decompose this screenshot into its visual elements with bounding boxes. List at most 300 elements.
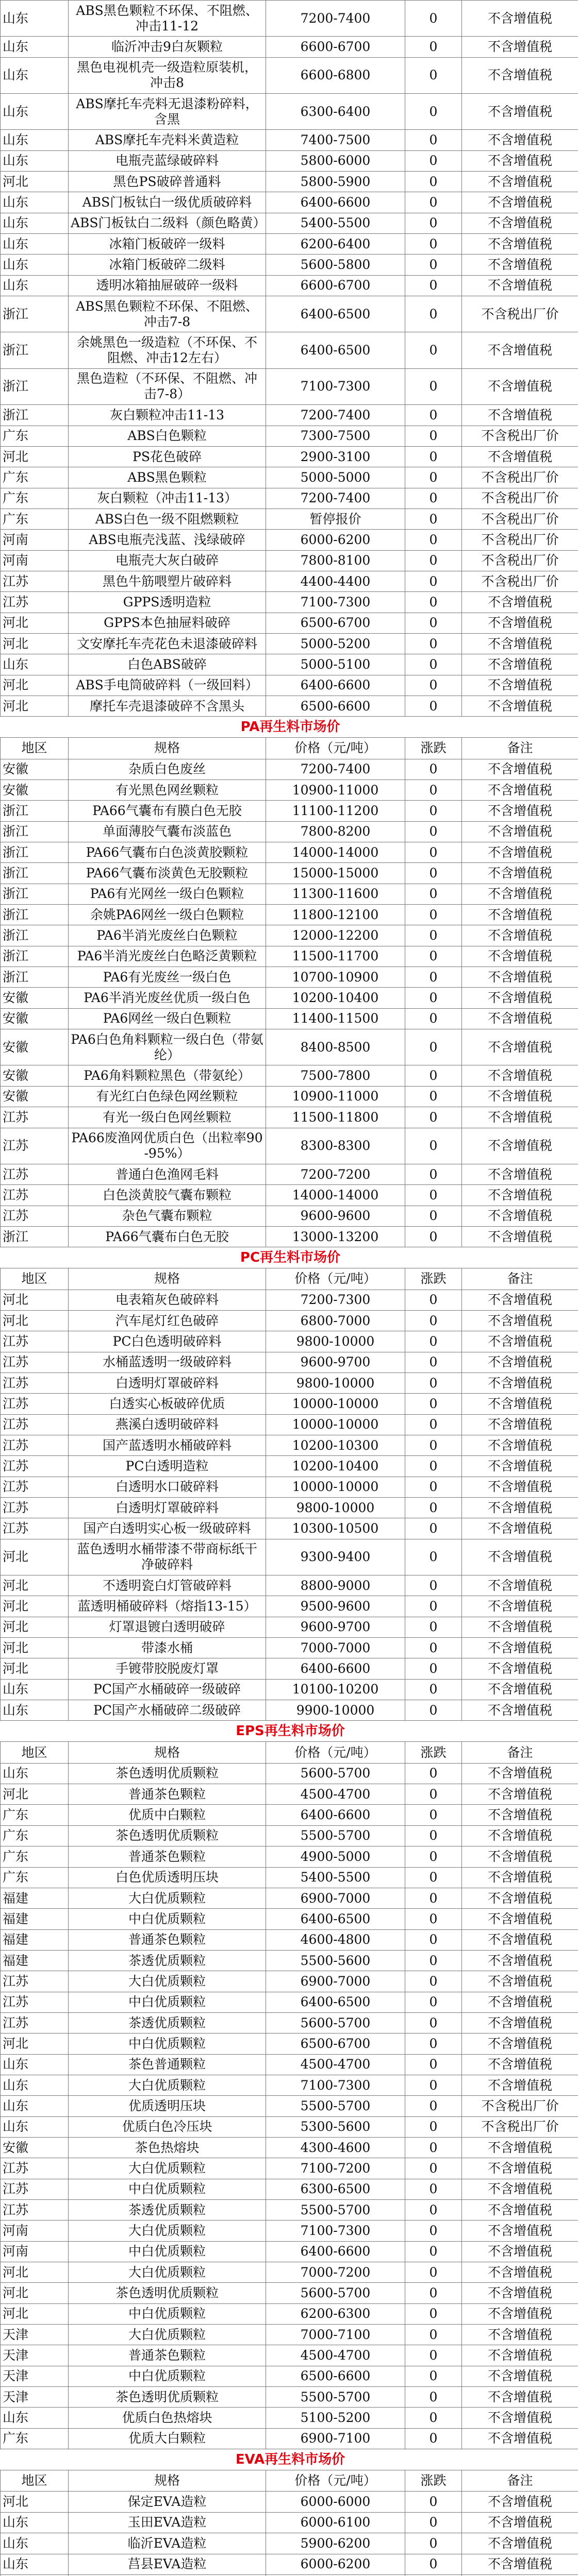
change-cell: 0 xyxy=(405,1331,462,1352)
table-row xyxy=(1,2345,578,2366)
note-cell: 不含增值税 xyxy=(462,2200,578,2221)
spec-cell: 白色淡黄胶气囊布颗粒 xyxy=(69,1185,266,1206)
price-cell: 11800-12100 xyxy=(266,905,405,925)
change-cell: 0 xyxy=(405,1575,462,1596)
change-cell: 0 xyxy=(405,2116,462,2137)
table-row xyxy=(1,488,578,509)
spec-cell: 茶透优质颗粒 xyxy=(69,2200,266,2221)
region-cell: 浙江 xyxy=(1,905,69,925)
change-cell: 0 xyxy=(405,1992,462,2012)
region-cell: 山东 xyxy=(1,213,69,233)
change-cell: 0 xyxy=(405,130,462,150)
change-cell: 0 xyxy=(405,1763,462,1784)
table-row xyxy=(1,1290,578,1310)
note-cell: 不含增值税 xyxy=(462,780,578,801)
change-cell: 0 xyxy=(405,1107,462,1128)
table-row xyxy=(1,37,578,57)
note-cell: 不含税出厂价 xyxy=(462,509,578,529)
note-cell: 不含增值税 xyxy=(462,1164,578,1184)
change-cell: 0 xyxy=(405,1477,462,1497)
table-row xyxy=(1,1638,578,1658)
note-cell: 不含增值税 xyxy=(462,37,578,57)
spec-cell: 普通茶色颗粒 xyxy=(69,1846,266,1867)
table-row xyxy=(1,1414,578,1435)
note-cell: 不含增值税 xyxy=(462,905,578,925)
price-cell: 14000-14000 xyxy=(266,842,405,863)
region-cell: 山东 xyxy=(1,234,69,255)
table-row xyxy=(1,696,578,716)
section-title-row xyxy=(1,1721,578,1742)
spec-cell: 优质透明压块 xyxy=(69,2096,266,2116)
spec-cell: 普通茶色颗粒 xyxy=(69,1929,266,1950)
spec-cell: PA66废渔网优质白色（出粒率90-95%） xyxy=(69,1128,266,1164)
price-cell: 6900-7000 xyxy=(266,1971,405,1992)
change-cell: 0 xyxy=(405,905,462,925)
table-row xyxy=(1,1658,578,1679)
region-cell: 河北 xyxy=(1,1784,69,1805)
price-cell: 5500-5700 xyxy=(266,1825,405,1846)
change-cell: 0 xyxy=(405,1498,462,1518)
spec-cell: PA66气囊布白色无胶 xyxy=(69,1226,266,1247)
note-cell: 不含增值税 xyxy=(462,2428,578,2449)
section-title-row xyxy=(1,717,578,738)
table-row xyxy=(1,2303,578,2324)
price-cell: 6300-6400 xyxy=(266,94,405,130)
note-cell: 不含增值税 xyxy=(462,2137,578,2158)
change-cell: 0 xyxy=(405,801,462,821)
change-cell: 0 xyxy=(405,759,462,779)
price-cell: 13000-13200 xyxy=(266,1226,405,1247)
table-row xyxy=(1,213,578,233)
price-cell: 9800-10000 xyxy=(266,1372,405,1393)
change-cell: 0 xyxy=(405,296,462,332)
price-cell: 11500-11800 xyxy=(266,1107,405,1128)
note-cell: 不含增值税 xyxy=(462,863,578,884)
change-cell: 0 xyxy=(405,150,462,171)
note-cell: 不含增值税 xyxy=(462,613,578,633)
spec-cell: 大白优质颗粒 xyxy=(69,2158,266,2179)
change-cell: 0 xyxy=(405,2241,462,2262)
price-cell: 9800-10000 xyxy=(266,1498,405,1518)
table-row xyxy=(1,2241,578,2262)
note-cell: 不含增值税 xyxy=(462,2283,578,2303)
price-cell: 6500-6700 xyxy=(266,2033,405,2054)
price-cell: 6400-6600 xyxy=(266,1805,405,1825)
region-cell: 河北 xyxy=(1,696,69,716)
spec-cell: PA6有光网丝一级白色颗粒 xyxy=(69,884,266,904)
price-cell: 7200-7200 xyxy=(266,1164,405,1184)
region-cell: 河北 xyxy=(1,172,69,192)
price-cell: 9800-10000 xyxy=(266,1331,405,1352)
region-cell: 安徽 xyxy=(1,2137,69,2158)
spec-cell: 国产白透明实心板一级破碎料 xyxy=(69,1518,266,1539)
price-cell: 6400-6500 xyxy=(266,1909,405,1929)
note-cell: 不含增值税 xyxy=(462,2262,578,2283)
note-cell: 不含增值税 xyxy=(462,172,578,192)
note-cell: 不含增值税 xyxy=(462,2408,578,2428)
spec-cell: 单面薄胶气囊布淡蓝色 xyxy=(69,821,266,842)
region-cell: 山东 xyxy=(1,2116,69,2137)
change-cell: 0 xyxy=(405,967,462,988)
change-cell: 0 xyxy=(405,446,462,467)
change-cell: 0 xyxy=(405,654,462,675)
table-row xyxy=(1,296,578,332)
change-cell: 0 xyxy=(405,1086,462,1107)
change-cell: 0 xyxy=(405,633,462,654)
note-cell: 不含增值税 xyxy=(462,2554,578,2574)
price-cell: 4600-4800 xyxy=(266,1929,405,1950)
price-cell: 4900-5000 xyxy=(266,1846,405,1867)
note-cell: 不含增值税 xyxy=(462,1414,578,1435)
region-cell: 河北 xyxy=(1,2262,69,2283)
note-cell: 不含增值税 xyxy=(462,1226,578,1247)
change-cell: 0 xyxy=(405,332,462,368)
table-row xyxy=(1,1617,578,1637)
table-row xyxy=(1,2408,578,2428)
spec-cell: 茶色透明优质颗粒 xyxy=(69,1763,266,1784)
note-cell: 不含增值税 xyxy=(462,1394,578,1414)
price-cell: 6400-6600 xyxy=(266,2241,405,2262)
region-cell: 安徽 xyxy=(1,780,69,801)
spec-cell: 燕溪白透明破碎料 xyxy=(69,1414,266,1435)
note-cell: 不含增值税 xyxy=(462,446,578,467)
spec-cell: GPPS透明造粒 xyxy=(69,592,266,613)
price-cell: 5600-5700 xyxy=(266,2012,405,2033)
table-row xyxy=(1,2387,578,2408)
region-cell: 广东 xyxy=(1,1825,69,1846)
note-cell: 不含增值税 xyxy=(462,2492,578,2512)
region-cell: 福建 xyxy=(1,1950,69,1971)
region-cell: 江苏 xyxy=(1,1331,69,1352)
price-cell: 6800-7000 xyxy=(266,1310,405,1331)
spec-cell: PA6网丝一级白色颗粒 xyxy=(69,1008,266,1029)
spec-cell: ABS黑色颗粒不环保、不阻燃、冲击7-8 xyxy=(69,296,266,332)
region-cell: 山东 xyxy=(1,1,69,37)
price-cell: 11400-11500 xyxy=(266,1008,405,1029)
table-row xyxy=(1,675,578,696)
note-cell: 不含增值税 xyxy=(462,1331,578,1352)
region-cell: 河南 xyxy=(1,530,69,550)
change-cell: 0 xyxy=(405,1372,462,1393)
table-row xyxy=(1,332,578,368)
spec-cell: PA6角料颗粒黑色（带氨纶） xyxy=(69,1065,266,1086)
price-cell: 5600-5700 xyxy=(266,1763,405,1784)
change-cell: 0 xyxy=(405,1971,462,1992)
change-cell: 0 xyxy=(405,1929,462,1950)
region-cell: 江苏 xyxy=(1,1107,69,1128)
table-row xyxy=(1,2533,578,2554)
note-cell: 不含增值税 xyxy=(462,1185,578,1206)
table-row xyxy=(1,509,578,529)
header-note: 备注 xyxy=(462,1742,578,1763)
change-cell: 0 xyxy=(405,1617,462,1637)
spec-cell: PC国产水桶破碎二级破碎 xyxy=(69,1700,266,1721)
price-cell: 5600-5800 xyxy=(266,255,405,275)
change-cell: 0 xyxy=(405,1456,462,1477)
region-cell: 河南 xyxy=(1,2241,69,2262)
note-cell: 不含增值税 xyxy=(462,332,578,368)
spec-cell: ABS摩托车壳料无退漆粉碎料，含黑 xyxy=(69,94,266,130)
section-title: EVA再生料市场价 xyxy=(235,2452,345,2468)
region-cell: 山东 xyxy=(1,2533,69,2554)
note-cell: 不含增值税 xyxy=(462,925,578,946)
region-cell: 河北 xyxy=(1,633,69,654)
note-cell: 不含增值税 xyxy=(462,759,578,779)
region-cell: 浙江 xyxy=(1,821,69,842)
price-cell: 2900-3100 xyxy=(266,446,405,467)
region-cell: 广东 xyxy=(1,467,69,488)
region-cell: 安徽 xyxy=(1,1029,69,1065)
price-cell: 11300-11600 xyxy=(266,884,405,904)
price-cell: 10700-10900 xyxy=(266,967,405,988)
region-cell: 浙江 xyxy=(1,368,69,404)
change-cell: 0 xyxy=(405,192,462,213)
change-cell: 0 xyxy=(405,213,462,233)
change-cell: 0 xyxy=(405,2221,462,2241)
price-cell: 9500-9600 xyxy=(266,1596,405,1617)
price-cell: 7000-7000 xyxy=(266,1638,405,1658)
change-cell: 0 xyxy=(405,592,462,613)
table-row xyxy=(1,2054,578,2075)
change-cell: 0 xyxy=(405,884,462,904)
note-cell: 不含增值税 xyxy=(462,1518,578,1539)
section-title-row xyxy=(1,1247,578,1268)
change-cell: 0 xyxy=(405,234,462,255)
note-cell: 不含增值税 xyxy=(462,1498,578,1518)
region-cell: 江苏 xyxy=(1,1456,69,1477)
region-cell: 河南 xyxy=(1,2221,69,2241)
spec-cell: 白色ABS破碎 xyxy=(69,654,266,675)
note-cell: 不含增值税 xyxy=(462,1679,578,1700)
price-cell: 6300-6500 xyxy=(266,2179,405,2199)
price-cell: 7200-7400 xyxy=(266,488,405,509)
price-cell: 5500-5700 xyxy=(266,2200,405,2221)
section-title: PA再生料市场价 xyxy=(240,719,340,735)
change-cell: 0 xyxy=(405,1185,462,1206)
price-cell: 9900-10000 xyxy=(266,1700,405,1721)
table-row xyxy=(1,1,578,37)
spec-cell: 普通白色渔网毛料 xyxy=(69,1164,266,1184)
spec-cell: 文安摩托车壳花色未退漆破碎料 xyxy=(69,633,266,654)
note-cell: 不含增值税 xyxy=(462,967,578,988)
region-cell: 江苏 xyxy=(1,2179,69,2199)
change-cell: 0 xyxy=(405,821,462,842)
region-cell: 山东 xyxy=(1,94,69,130)
price-cell: 7100-7300 xyxy=(266,368,405,404)
change-cell: 0 xyxy=(405,1310,462,1331)
spec-cell: PA6半消光废丝白色略泛黄颗粒 xyxy=(69,946,266,967)
price-cell: 15000-15000 xyxy=(266,863,405,884)
note-cell: 不含增值税 xyxy=(462,192,578,213)
note-cell: 不含增值税 xyxy=(462,1,578,37)
table-row xyxy=(1,863,578,884)
change-cell: 0 xyxy=(405,2096,462,2116)
region-cell: 河北 xyxy=(1,1539,69,1575)
price-cell: 5500-5600 xyxy=(266,1950,405,1971)
spec-cell: 优质中白颗粒 xyxy=(69,1805,266,1825)
table-row xyxy=(1,1086,578,1107)
price-cell: 10100-10200 xyxy=(266,1679,405,1700)
region-cell: 江苏 xyxy=(1,1394,69,1414)
table-row xyxy=(1,1992,578,2012)
note-cell: 不含增值税 xyxy=(462,2012,578,2033)
change-cell: 0 xyxy=(405,863,462,884)
region-cell: 浙江 xyxy=(1,1226,69,1247)
region-cell: 河北 xyxy=(1,1638,69,1658)
header-spec: 规格 xyxy=(69,738,266,759)
table-row xyxy=(1,780,578,801)
note-cell: 不含增值税 xyxy=(462,1206,578,1226)
region-cell: 广东 xyxy=(1,426,69,446)
table-row xyxy=(1,759,578,779)
price-cell: 8300-8300 xyxy=(266,1128,405,1164)
change-cell: 0 xyxy=(405,1164,462,1184)
change-cell: 0 xyxy=(405,925,462,946)
table-row xyxy=(1,275,578,296)
price-cell: 10200-10300 xyxy=(266,1435,405,1455)
region-cell: 山东 xyxy=(1,255,69,275)
region-cell: 河北 xyxy=(1,1290,69,1310)
change-cell: 0 xyxy=(405,2158,462,2179)
price-cell: 14000-14000 xyxy=(266,1185,405,1206)
price-cell: 7200-7400 xyxy=(266,405,405,426)
region-cell: 河北 xyxy=(1,2283,69,2303)
region-cell: 河北 xyxy=(1,2303,69,2324)
region-cell: 天津 xyxy=(1,2345,69,2366)
price-cell: 6000-6100 xyxy=(266,2512,405,2533)
region-cell: 安徽 xyxy=(1,988,69,1008)
price-cell: 9600-9700 xyxy=(266,1352,405,1372)
price-cell: 4500-4700 xyxy=(266,2054,405,2075)
spec-cell: PC白透明造粒 xyxy=(69,1456,266,1477)
spec-cell: 中白优质颗粒 xyxy=(69,2179,266,2199)
price-cell: 5500-5700 xyxy=(266,2387,405,2408)
spec-cell: PA6有光废丝一级白色 xyxy=(69,967,266,988)
change-cell: 0 xyxy=(405,2428,462,2449)
price-cell: 7800-8100 xyxy=(266,550,405,571)
region-cell: 江苏 xyxy=(1,1435,69,1455)
note-cell: 不含增值税 xyxy=(462,1763,578,1784)
note-cell: 不含增值税 xyxy=(462,1929,578,1950)
region-cell: 河北 xyxy=(1,2033,69,2054)
change-cell: 0 xyxy=(405,1518,462,1539)
spec-cell: 电瓶壳蓝绿破碎料 xyxy=(69,150,266,171)
spec-cell: 杂质白色废丝 xyxy=(69,759,266,779)
table-row xyxy=(1,2200,578,2221)
note-cell: 不含增值税 xyxy=(462,2241,578,2262)
region-cell: 广东 xyxy=(1,1805,69,1825)
spec-cell: 蓝透明桶破碎料（熔指13-15） xyxy=(69,1596,266,1617)
note-cell: 不含增值税 xyxy=(462,1086,578,1107)
table-row xyxy=(1,550,578,571)
price-cell: 6500-6600 xyxy=(266,696,405,716)
note-cell: 不含增值税 xyxy=(462,675,578,696)
change-cell: 0 xyxy=(405,2408,462,2428)
region-cell: 福建 xyxy=(1,1909,69,1929)
price-cell: 6000-6000 xyxy=(266,2492,405,2512)
header-region: 地区 xyxy=(1,1742,69,1763)
price-cell: 5300-5600 xyxy=(266,2116,405,2137)
price-cell: 6000-6200 xyxy=(266,2554,405,2574)
change-cell: 0 xyxy=(405,2345,462,2366)
region-cell: 江苏 xyxy=(1,1206,69,1226)
note-cell: 不含税出厂价 xyxy=(462,530,578,550)
note-cell: 不含增值税 xyxy=(462,1784,578,1805)
table-row xyxy=(1,1679,578,1700)
note-cell: 不含增值税 xyxy=(462,1971,578,1992)
change-cell: 0 xyxy=(405,988,462,1008)
note-cell: 不含增值税 xyxy=(462,130,578,150)
note-cell: 不含增值税 xyxy=(462,1435,578,1455)
spec-cell: 中白优质颗粒 xyxy=(69,2241,266,2262)
spec-cell: 大白优质颗粒 xyxy=(69,2262,266,2283)
change-cell: 0 xyxy=(405,2283,462,2303)
change-cell: 0 xyxy=(405,613,462,633)
price-cell: 7800-8200 xyxy=(266,821,405,842)
region-cell: 浙江 xyxy=(1,863,69,884)
header-row xyxy=(1,738,578,759)
note-cell: 不含增值税 xyxy=(462,1596,578,1617)
spec-cell: 白透实心板破碎优质 xyxy=(69,1394,266,1414)
change-cell: 0 xyxy=(405,2387,462,2408)
header-note: 备注 xyxy=(462,2470,578,2492)
region-cell: 浙江 xyxy=(1,884,69,904)
table-row xyxy=(1,967,578,988)
note-cell: 不含增值税 xyxy=(462,255,578,275)
spec-cell: 中白优质颗粒 xyxy=(69,2303,266,2324)
price-cell: 7200-7300 xyxy=(266,1290,405,1310)
region-cell: 山东 xyxy=(1,192,69,213)
table-row xyxy=(1,592,578,613)
spec-cell: 茶色透明优质颗粒 xyxy=(69,1825,266,1846)
region-cell: 河北 xyxy=(1,1658,69,1679)
table-row xyxy=(1,1575,578,1596)
note-cell: 不含税出厂价 xyxy=(462,426,578,446)
table-row xyxy=(1,613,578,633)
note-cell: 不含税出厂价 xyxy=(462,488,578,509)
table-row xyxy=(1,446,578,467)
spec-cell: 中白优质颗粒 xyxy=(69,1992,266,2012)
price-cell: 7500-7800 xyxy=(266,1065,405,1086)
region-cell: 江苏 xyxy=(1,571,69,591)
spec-cell: 茶透优质颗粒 xyxy=(69,1950,266,1971)
spec-cell: 莒县EVA造粒 xyxy=(69,2554,266,2574)
note-cell: 不含增值税 xyxy=(462,2054,578,2075)
note-cell: 不含增值税 xyxy=(462,1290,578,1310)
price-cell: 5000-5100 xyxy=(266,654,405,675)
note-cell: 不含增值税 xyxy=(462,405,578,426)
spec-cell: PA66气囊布白色淡黄胶颗粒 xyxy=(69,842,266,863)
region-cell: 天津 xyxy=(1,2366,69,2386)
region-cell: 江苏 xyxy=(1,1164,69,1184)
change-cell: 0 xyxy=(405,94,462,130)
change-cell: 0 xyxy=(405,368,462,404)
table-row xyxy=(1,988,578,1008)
spec-cell: 摩托车壳退漆破碎不含黑头 xyxy=(69,696,266,716)
table-row xyxy=(1,150,578,171)
price-cell: 6600-6800 xyxy=(266,57,405,93)
change-cell: 0 xyxy=(405,780,462,801)
change-cell: 0 xyxy=(405,1638,462,1658)
header-price: 价格（元/吨） xyxy=(266,1742,405,1763)
header-spec: 规格 xyxy=(69,1742,266,1763)
change-cell: 0 xyxy=(405,2492,462,2512)
price-cell: 5600-5700 xyxy=(266,2283,405,2303)
table-row xyxy=(1,1185,578,1206)
table-row xyxy=(1,1950,578,1971)
region-cell: 江苏 xyxy=(1,1477,69,1497)
table-row xyxy=(1,94,578,130)
